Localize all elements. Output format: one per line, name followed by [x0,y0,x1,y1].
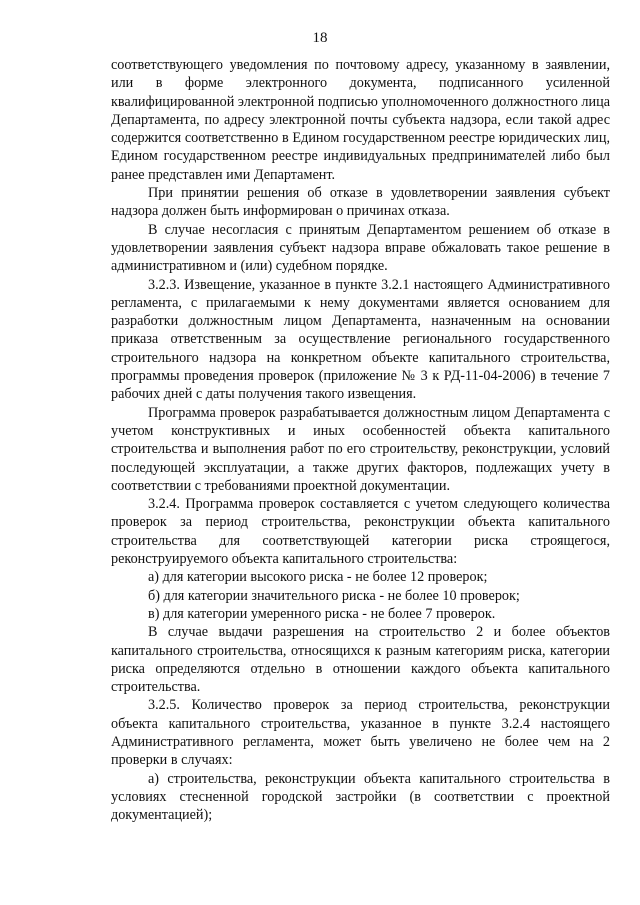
paragraph-3-2-3: 3.2.3. Извещение, указанное в пункте 3.2.1 настоящего Административного регламента, с прилагаемыми к нему документами является основанием для разработки должностным лицом Департамента, назначенным на основании приказа ответственным за осуществление регионального государственного строительного надзора на конкретном объекте капитального строительства, программы проведения проверок (приложение № 3 к РД-11-04-2006) в течение 7 рабочих дней с даты получения такого извещения. [111,276,610,403]
paragraph-inspection-program: Программа проверок разрабатывается должностным лицом Департамента с учетом конструктивных и иных особенностей объекта капитального строительства и выполнения работ по его строительству, реконструкции, условий последующей эксплуатации, а также других факторов, подлежащих учету в соответствии с требованиями проектной документации. [111,404,610,494]
paragraph-multiple-objects: В случае выдачи разрешения на строительство 2 и более объектов капитального строительства, относящихся к разным категориям риска, категории риска определяются отдельно в отношении каждого объекта капитального строительства. [111,624,610,696]
paragraph-3-2-5: 3.2.5. Количество проверок за период строительства, реконструкции объекта капитального строительства, указанное в пункте 3.2.4 настоящего Административного регламента, может быть увеличено не более чем на 2 проверки в случаях: [111,697,610,769]
paragraph-notification-delivery: соответствующего уведомления по почтовому адресу, указанному в заявлении, или в форме электронного документа, подписанного усиленной квалифицированной электронной подписью уполномоченного должностного лица Департамента, по адресу электронной почты субъекта надзора, если такой адрес содержится соответственно в Едином государственном реестре юридических лиц, Едином государственном реестре индивидуальных предпринимателей либо был ранее представлен ими Департамент. [111,57,610,183]
list-item-cramped-development: а) строительства, реконструкции объекта капитального строительства в условиях стесненной городской застройки (в соответствии с проектной документацией); [111,770,610,824]
list-item-moderate-risk: в) для категории умеренного риска - не более 7 проверок. [148,605,496,622]
paragraph-appeal: В случае несогласия с принятым Департаментом решением об отказе в удовлетворении заявления субъект надзора вправе обжаловать такое решение в административном и (или) судебном порядке. [111,221,610,275]
list-item-significant-risk: б) для категории значительного риска - не более 10 проверок; [148,587,520,604]
paragraph-refusal-reasons: При принятии решения об отказе в удовлетворении заявления субъект надзора должен быть информирован о причинах отказа. [111,185,610,220]
list-item-high-risk: а) для категории высокого риска - не более 12 проверок; [148,569,488,586]
paragraph-3-2-4: 3.2.4. Программа проверок составляется с учетом следующего количества проверок за период строительства, реконструкции объекта капитального строительства для соответствующей категории риска строящегося, реконструируемого объекта капитального строительства: [111,496,610,568]
page-number: 18 [312,30,328,46]
document-body [111,56,610,824]
